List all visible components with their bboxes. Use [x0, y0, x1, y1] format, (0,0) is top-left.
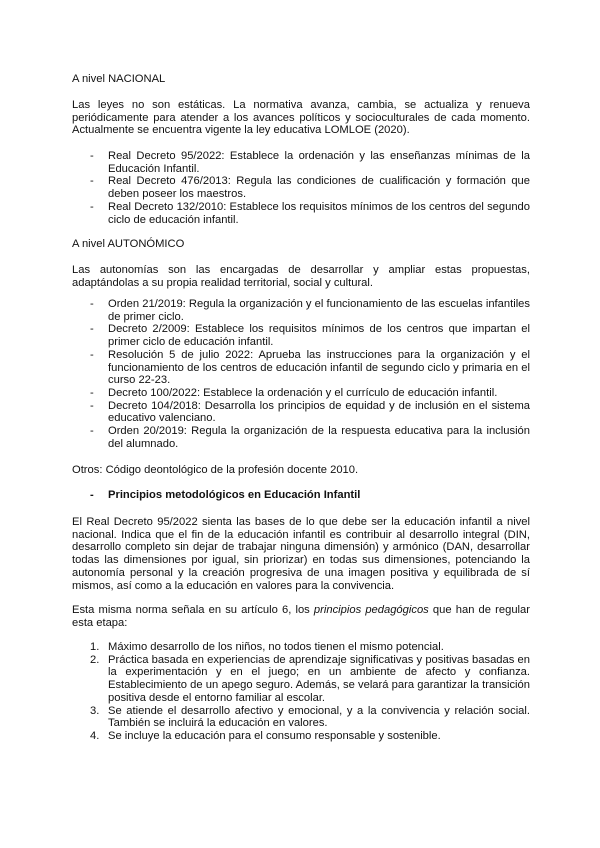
autonomico-intro: Las autonomías son las encargadas de desarrollar y ampliar estas propuestas, adaptándolas a su propia realidad territorial, social y cultural. [72, 264, 530, 289]
list-item: - Real Decreto 132/2010: Establece los requisitos mínimos de los centros del segundo ciclo de educación infantil. [90, 201, 530, 226]
item-text: Se atiende el desarrollo afectivo y emocional, y a la convivencia y relación social. También se incluirá la educación en valores. [108, 704, 530, 730]
item-number: 3. [90, 704, 100, 717]
principios-heading-list [90, 489, 530, 502]
item-number: 1. [90, 641, 100, 653]
list-item: - Orden 20/2019: Regula la organización de la respuesta educativa para la inclusión del alumnado. [90, 425, 530, 450]
list-item: - Resolución 5 de julio 2022: Aprueba las instrucciones para la organización y el funcionamiento de los centros de educación infantil de segundo ciclo y primaria en el curso 22-23. [90, 349, 530, 387]
nacional-list [90, 150, 530, 226]
list-item: - Decreto 104/2018: Desarrolla los principios de equidad y de inclusión en el sistema educativo valenciano. [90, 400, 530, 425]
principios-pedagogicos-emphasis: principios pedagógicos [313, 604, 429, 616]
principios-paragraph-2 [72, 604, 530, 629]
autonomico-list [90, 298, 530, 450]
list-item: - Real Decreto 95/2022: Establece la ordenación y las enseñanzas mínimas de la Educación Infantil. [90, 150, 530, 175]
nacional-intro: Las leyes no son estáticas. La normativa avanza, cambia, se actualiza y renueva periódicamente para atender a los avances políticos y socioculturales de cada momento. Actualmente se encuentra vigente la ley educativa LOMLOE (2020). [72, 99, 530, 137]
principios-numbered-list [90, 641, 530, 743]
item-text: Se incluye la educación para el consumo responsable y sostenible. [108, 729, 441, 742]
principios-heading: - Principios metodológicos en Educación Infantil [90, 489, 530, 502]
item-text: Práctica basada en experiencias de aprendizaje significativas y positivas basadas en la experimentación y en el juego; en un ambiente de afecto y confianza. Establecimiento de un apego seguro. Además, se velará para garantizar la transición positiva desde el entorno familiar al escolar. [108, 653, 530, 704]
list-item: - Orden 21/2019: Regula la organización y el funcionamiento de las escuelas infantiles de primer ciclo. [90, 298, 530, 323]
numbered-item [90, 730, 530, 743]
autonomico-heading: A nivel AUTONÓMICO [72, 238, 185, 250]
list-item: - Decreto 100/2022: Establece la ordenación y el currículo de educación infantil. [90, 387, 530, 400]
numbered-item [90, 705, 530, 730]
item-number: 4. [90, 729, 100, 742]
nacional-heading: A nivel NACIONAL [72, 73, 166, 85]
paragraph2-before: Esta misma norma señala en su artículo 6, los [72, 604, 314, 616]
list-item: - Decreto 2/2009: Establece los requisitos mínimos de los centros que impartan el primer ciclo de educación infantil. [90, 323, 530, 348]
numbered-item [90, 654, 530, 705]
item-text: Máximo desarrollo de los niños, no todos tienen el mismo potencial. [108, 641, 444, 653]
list-item: - Real Decreto 476/2013: Regula las condiciones de cualificación y formación que deben poseer los maestros. [90, 175, 530, 200]
principios-paragraph-1: El Real Decreto 95/2022 sienta las bases de lo que debe ser la educación infantil a nivel nacional. Indica que el fin de la educación infantil es contribuir al desarrollo integral (DIN, desarrollo completo sin dejar de trabajar ninguna dimensión) y armónico (DAN, desarrollar todas las dimensiones por igual, sin priorizar) en todas sus dimensiones, potenciando la autonomía personal y la creación progresiva de una imagen positiva y equilibrada de sí mismos, así como a la educación en valores para la convivencia. [72, 516, 530, 592]
numbered-item [90, 641, 530, 654]
otros-line: Otros: Código deontológico de la profesión docente 2010. [72, 464, 359, 476]
item-number: 2. [90, 653, 100, 666]
paragraph2-after: que han de regular esta etapa: [72, 604, 530, 629]
